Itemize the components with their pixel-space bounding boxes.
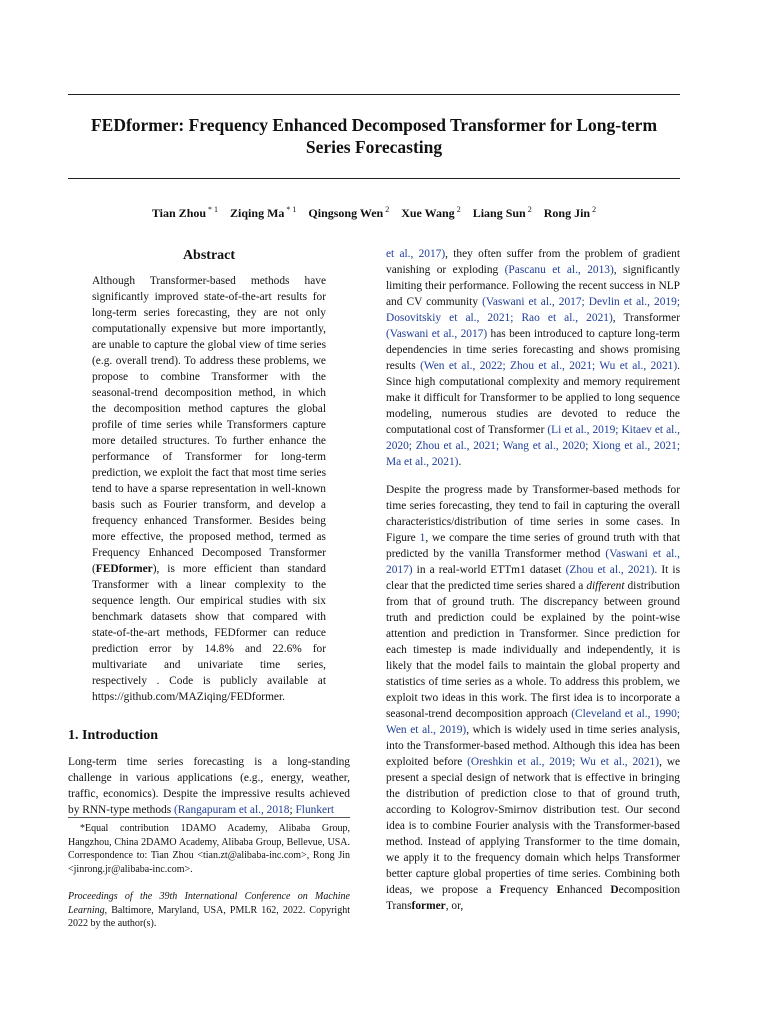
introduction-heading: 1. Introduction — [68, 728, 158, 743]
text-run: , we compare the time series of ground truth with that predicted by the vanilla Transformer method — [386, 532, 680, 560]
right-column — [386, 246, 680, 914]
citation-link[interactable]: 1 — [419, 532, 426, 544]
paper-title — [68, 114, 680, 158]
text-run: requency — [506, 884, 557, 896]
citation-link[interactable]: (Pascanu et al., 2013) — [504, 264, 614, 276]
citation-link[interactable]: et al., 2017) — [386, 248, 446, 260]
affiliation-footnote: *Equal contribution 1DAMO Academy, Alibaba Group, Hangzhou, China 2DAMO Academy, Alibaba Group, Bellevue, USA. Correspondence to: Tian Zhou <tian.zt@alibaba-inc.com>, Rong Jin <jinrong.jr@alibaba-inc.com>. — [68, 823, 350, 875]
author-affiliation-mark: 2 — [590, 205, 597, 214]
citation-link[interactable]: (Oreshkin et al., 2019; Wu et al., 2021) — [467, 756, 660, 768]
right-paragraph-1 — [386, 246, 680, 470]
text-run: . Since high computational complexity and memory requirement make it difficult for Transformer to be applied to long sequence modeling, numerous studies are devoted to reduce the computational cost of Transformer — [386, 360, 680, 436]
top-rule — [68, 94, 680, 95]
text-run: , which is widely used in time series analysis, into the Transformer-based method. Although this idea has been exploited before — [386, 724, 681, 768]
text-run: , or, — [445, 900, 464, 912]
text-run: nhanced — [564, 884, 611, 896]
author-list — [68, 205, 680, 221]
text-run: F — [499, 884, 507, 896]
author-affiliation-mark: 2 — [383, 205, 390, 214]
citation-link[interactable]: (Li et al., 2019; Kitaev et al., 2020; Zhou et al., 2021; Wang et al., 2020; Xiong et al., 2021; Ma et al., 2021) — [386, 424, 680, 468]
right-paragraph-2 — [386, 482, 680, 914]
citation-link[interactable]: (Vaswani et al., 2017) — [386, 328, 488, 340]
author-name: Rong Jin — [543, 206, 591, 220]
abstract-heading: Abstract — [182, 248, 236, 263]
footnotes — [68, 817, 350, 931]
text-run: . It is clear that the predicted time series shared a — [386, 564, 680, 592]
text-run: , we present a special design of network that is effective in bringing the distribution of prediction close to that of ground truth, according to Kologrov-Smirnov distribution test. Our second idea is to combine Fourier analysis with the Transformer-based method. Instead of applying Transformer to the time domain, we apply it to the frequency domain which helps Transformer better capture global properties of time series. Combining both ideas, we propose a — [386, 756, 681, 896]
text-run: distribution from that of ground truth. The discrepancy between ground truth and prediction could be explained by the point-wise attention and prediction in Transformer. Since prediction for each timestep is made individually and independently, it is likely that the model fails to maintain the global property and statistics of time series as a whole. To address this problem, we exploit two ideas in this work. The first idea is to incorporate a seasonal-trend decomposition approach — [386, 580, 680, 720]
text-run: Despite the progress made by Transformer-based methods for time series forecasting, they tend to fail in capturing the overall characteristics/distribution of time series in some cases. In Figure — [386, 484, 680, 544]
author-affiliation-mark: * 1 — [206, 205, 219, 214]
proceedings-note: Proceedings of the 39th International Conference on Machine Learning, Baltimore, Maryland, USA, PMLR 162, 2022. Copyright 2022 by the author(s). — [68, 891, 350, 929]
title-line-2: Series Forecasting — [305, 137, 443, 157]
author-affiliation-mark: 2 — [454, 205, 461, 214]
author-affiliation-mark: 2 — [525, 205, 532, 214]
text-run: ecomposition Trans — [386, 884, 681, 912]
text-run: , Transformer — [612, 312, 681, 324]
author-name: Liang Sun — [472, 206, 526, 220]
author-name: Xue Wang — [401, 206, 455, 220]
text-run: in a real-world ETTm1 dataset — [412, 564, 566, 576]
author-name: Ziqing Ma — [230, 206, 285, 220]
citation-link[interactable]: (Rangapuram et al., 2018 — [174, 804, 290, 816]
citation-link[interactable]: (Wen et al., 2022; Zhou et al., 2021; Wu et al., 2021) — [420, 360, 678, 372]
text-run: former — [411, 900, 446, 912]
fedformer-bold: FEDformer — [95, 563, 153, 575]
text-run: . — [458, 456, 462, 468]
text-run: has been introduced to capture long-term dependencies in time series forecasting and shows promising results — [386, 328, 680, 372]
author-name: Qingsong Wen — [308, 206, 384, 220]
bottom-rule — [68, 178, 680, 179]
citation-link[interactable]: (Cleveland et al., 1990; Wen et al., 2019) — [386, 708, 680, 736]
citation-link[interactable]: (Vaswani et al., 2017) — [386, 548, 681, 576]
citation-link[interactable]: Flunkert — [295, 804, 335, 816]
text-run: , they often suffer from the problem of gradient vanishing or exploding — [386, 248, 681, 276]
left-column — [68, 245, 350, 818]
text-run: different — [586, 580, 625, 592]
citation-link[interactable]: (Vaswani et al., 2017; Devlin et al., 2019; Dosovitskiy et al., 2021; Rao et al., 2021) — [386, 296, 680, 324]
author-affiliation-mark: * 1 — [284, 205, 297, 214]
title-line-1: FEDformer: Frequency Enhanced Decomposed Transformer for Long-term — [90, 115, 658, 135]
author-name: Tian Zhou — [151, 206, 207, 220]
abstract-body: Although Transformer-based methods have significantly improved state-of-the-art results for long-term series forecasting, they are not only computationally expensive but more importantly, are unable to capture the global view of time series (e.g. overall trend). To address these problems, we propose to combine Transformer with the seasonal-trend decomposition method, in which the decomposition method captures the global profile of time series while Transformers capture more detailed structures. To further enhance the performance of Transformer for long-term prediction, we exploit the fact that most time series tend to have a sparse representation in well-known basis such as Fourier transform, and develop a frequency enhanced Transformer. Besides being more effective, the proposed method, termed as Frequency Enhanced Decomposed Transformer (FEDformer), is more efficient than standard Transformer with a linear complexity to the sequence length. Our empirical studies with six benchmark datasets show that compared with state-of-the-art methods, FEDformer can reduce prediction error by 14.8% and 22.6% for multivariate and univariate time series, respectively . Code is publicly available at https://github.com/MAZiqing/FEDformer. — [92, 275, 326, 703]
citation-link[interactable]: (Zhou et al., 2021) — [565, 564, 655, 576]
text-run: , significantly limiting their performance. Following the recent success in NLP and CV community — [386, 264, 681, 308]
intro-paragraph: Long-term time series forecasting is a long-standing challenge in various applications (e.g., energy, weather, traffic, economics). Despite the impressive results achieved by RNN-type methods (Rangapuram et al., 2018; Flunkert — [68, 756, 350, 816]
text-run: D — [610, 884, 619, 896]
text-run: E — [556, 884, 565, 896]
